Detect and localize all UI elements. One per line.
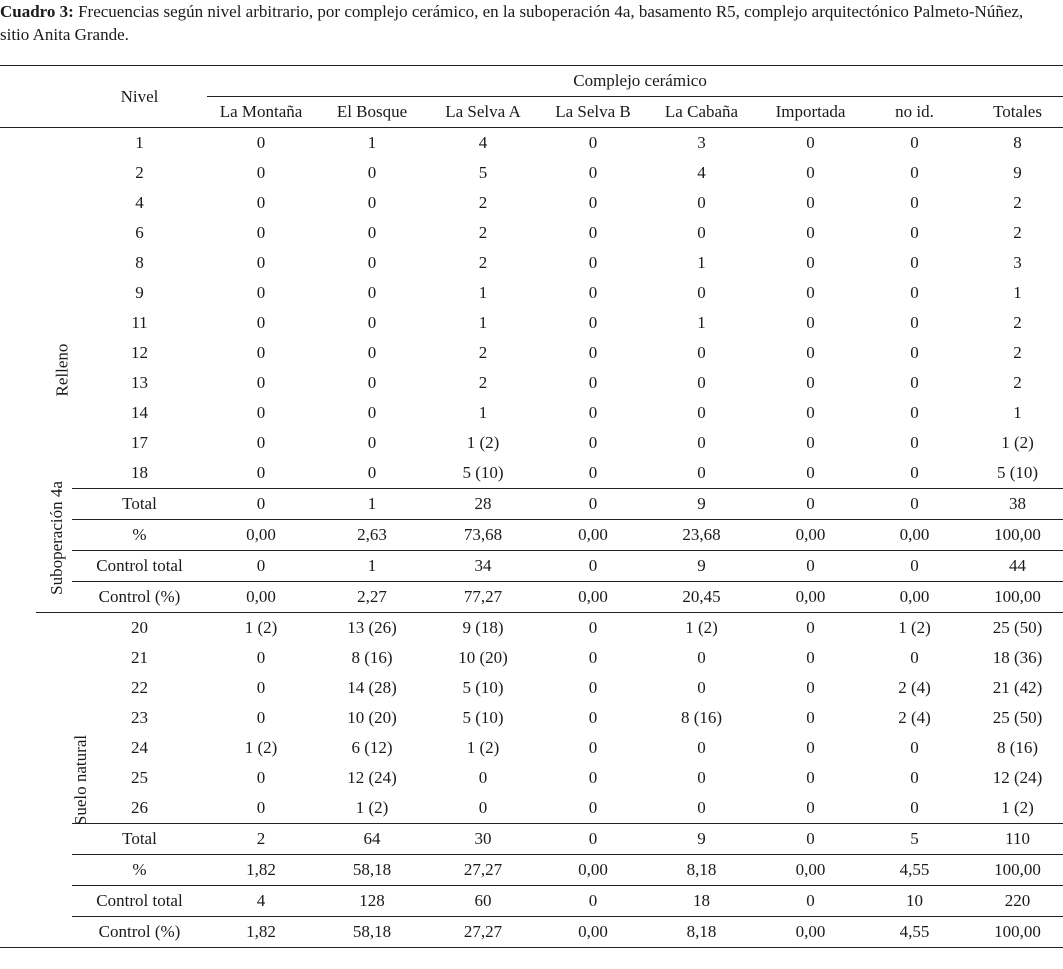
value-cell: 0 — [806, 253, 815, 272]
value-cell: 0 — [910, 798, 919, 817]
value-cell: 2 — [1013, 313, 1022, 332]
value-cell: 0 — [588, 798, 598, 817]
table-row — [0, 643, 1063, 673]
col-header: Totales — [962, 97, 1063, 128]
col-header: La Montaña — [207, 97, 315, 128]
summary-row — [0, 520, 1063, 551]
value-cell: 0 — [367, 283, 377, 302]
header-row-1 — [0, 66, 1063, 97]
value-cell: 8 (16) — [351, 648, 393, 667]
value-cell: 4 — [697, 163, 706, 182]
summary-row — [0, 824, 1063, 855]
nivel-cell: 23 — [131, 708, 148, 727]
value-cell: 8 (16) — [680, 708, 723, 727]
value-cell: 0 — [806, 798, 815, 817]
value-cell: 0 — [806, 313, 815, 332]
value-cell: 18 (36) — [992, 648, 1043, 667]
summary-row — [0, 917, 1063, 948]
value-cell: 0 — [697, 738, 706, 757]
value-cell: 0 — [367, 343, 377, 362]
value-cell: 0 — [367, 223, 377, 242]
value-cell: 20,45 — [649, 582, 754, 613]
value-cell: 0 — [256, 678, 266, 697]
nivel-cell: 14 — [131, 403, 148, 422]
summary-row — [0, 489, 1063, 520]
value-cell: 5 — [867, 824, 962, 855]
table-row — [0, 218, 1063, 248]
value-cell: 1 — [478, 403, 488, 422]
table-row — [0, 278, 1063, 308]
value-cell: 58,18 — [315, 917, 429, 948]
value-cell: 0 — [588, 193, 598, 212]
value-cell: 0 — [537, 489, 649, 520]
value-cell: 0 — [588, 768, 598, 787]
col-header: La Selva A — [429, 97, 537, 128]
value-cell: 1 (2) — [244, 738, 278, 757]
table-row — [0, 128, 1063, 159]
value-cell: 8 — [1013, 133, 1022, 152]
col-header: La Selva B — [537, 97, 649, 128]
value-cell: 0 — [478, 768, 488, 787]
value-cell: 1 — [478, 313, 488, 332]
value-cell: 0,00 — [867, 582, 962, 613]
value-cell: 6 (12) — [351, 738, 393, 757]
value-cell: 0 — [588, 708, 598, 727]
value-cell: 0 — [806, 223, 815, 242]
value-cell: 2 — [478, 373, 488, 392]
value-cell: 0,00 — [754, 582, 867, 613]
outer-label: Suboperación 4a — [46, 480, 66, 595]
nivel-cell: 18 — [131, 463, 148, 482]
value-cell: 0,00 — [754, 520, 867, 551]
value-cell: 2,63 — [315, 520, 429, 551]
value-cell: 0 — [910, 403, 919, 422]
value-cell: 5 (10) — [462, 463, 504, 482]
nivel-cell: Control (%) — [72, 917, 207, 948]
nivel-cell: 8 — [135, 253, 144, 272]
table-row — [0, 673, 1063, 703]
group-label-cell — [36, 613, 91, 948]
value-cell: 0 — [806, 403, 815, 422]
value-cell: 0 — [588, 253, 598, 272]
value-cell: 0 — [697, 798, 706, 817]
value-cell: 21 (42) — [992, 678, 1043, 697]
value-cell: 1 — [315, 551, 429, 582]
value-cell: 0 — [588, 163, 598, 182]
value-cell: 4 — [207, 886, 315, 917]
value-cell: 0 — [588, 133, 598, 152]
value-cell: 0 — [367, 193, 377, 212]
value-cell: 0 — [256, 373, 266, 392]
value-cell: 0 — [588, 313, 598, 332]
value-cell: 0 — [588, 678, 598, 697]
col-header: El Bosque — [315, 97, 429, 128]
nivel-cell: % — [72, 520, 207, 551]
caption-label: Cuadro 3: — [0, 2, 74, 21]
nivel-cell: 24 — [131, 738, 148, 757]
value-cell: 64 — [315, 824, 429, 855]
value-cell: 1 — [697, 313, 706, 332]
value-cell: 0 — [697, 463, 706, 482]
value-cell: 8,18 — [649, 917, 754, 948]
table-row — [0, 613, 1063, 644]
value-cell: 0 — [910, 463, 919, 482]
summary-row — [0, 886, 1063, 917]
table-row — [0, 763, 1063, 793]
value-cell: 5 (10) — [462, 678, 504, 697]
value-cell: 12 (24) — [347, 768, 397, 787]
value-cell: 13 (26) — [347, 618, 397, 637]
value-cell: 0 — [478, 798, 488, 817]
value-cell: 1 — [315, 489, 429, 520]
value-cell: 1 (2) — [685, 618, 718, 637]
value-cell: 0 — [806, 373, 815, 392]
value-cell: 5 (10) — [462, 708, 504, 727]
value-cell: 8 (16) — [997, 738, 1039, 757]
value-cell: 0 — [537, 824, 649, 855]
value-cell: 0 — [367, 463, 377, 482]
group-label: Suelo natural — [71, 734, 91, 826]
value-cell: 0 — [697, 768, 706, 787]
value-cell: 0 — [588, 463, 598, 482]
value-cell: 0 — [697, 193, 706, 212]
caption-text: Frecuencias según nivel arbitrario, por complejo cerámico, en la suboperación 4a, basamento R5, complejo arquitectónico Palmeto-Núñez, sitio Anita Grande. — [0, 2, 1024, 44]
value-cell: 0 — [910, 133, 919, 152]
value-cell: 0 — [910, 223, 919, 242]
value-cell: 4 — [478, 133, 488, 152]
value-cell: 10 (20) — [347, 708, 397, 727]
value-cell: 0 — [256, 768, 266, 787]
value-cell: 4,55 — [867, 917, 962, 948]
nivel-cell: 6 — [135, 223, 144, 242]
value-cell: 100,00 — [962, 855, 1063, 886]
value-cell: 0 — [806, 133, 815, 152]
frequency-table — [0, 65, 1063, 948]
value-cell: 0 — [256, 343, 266, 362]
nivel-cell: 22 — [131, 678, 148, 697]
value-cell: 2 (4) — [898, 708, 931, 727]
value-cell: 100,00 — [962, 582, 1063, 613]
value-cell: 0 — [806, 678, 815, 697]
value-cell: 0 — [588, 343, 598, 362]
value-cell: 58,18 — [315, 855, 429, 886]
value-cell: 0 — [910, 433, 919, 452]
value-cell: 0 — [867, 489, 962, 520]
table-row — [0, 793, 1063, 824]
nivel-cell: 17 — [131, 433, 148, 452]
nivel-cell: 12 — [131, 343, 148, 362]
value-cell: 2 — [478, 193, 488, 212]
nivel-cell: 2 — [135, 163, 144, 182]
nivel-cell: Control total — [72, 551, 207, 582]
value-cell: 0,00 — [867, 520, 962, 551]
value-cell: 0,00 — [537, 582, 649, 613]
table-row — [0, 248, 1063, 278]
value-cell: 1 (2) — [466, 738, 500, 757]
value-cell: 0 — [806, 768, 815, 787]
value-cell: 100,00 — [962, 520, 1063, 551]
value-cell: 0 — [697, 648, 706, 667]
value-cell: 44 — [962, 551, 1063, 582]
value-cell: 0 — [806, 433, 815, 452]
value-cell: 0 — [806, 193, 815, 212]
value-cell: 0 — [367, 313, 377, 332]
value-cell: 14 (28) — [347, 678, 397, 697]
value-cell: 25 (50) — [992, 618, 1043, 637]
value-cell: 2 — [478, 253, 488, 272]
value-cell: 110 — [962, 824, 1063, 855]
value-cell: 0 — [367, 253, 377, 272]
table-row — [0, 428, 1063, 458]
value-cell: 0 — [910, 768, 919, 787]
value-cell: 0 — [207, 489, 315, 520]
value-cell: 0 — [256, 193, 266, 212]
value-cell: 0 — [256, 708, 266, 727]
value-cell: 1 — [697, 253, 706, 272]
value-cell: 2 — [1013, 373, 1022, 392]
value-cell: 0 — [697, 678, 706, 697]
value-cell: 0 — [806, 463, 815, 482]
value-cell: 0 — [256, 313, 266, 332]
value-cell: 0 — [754, 489, 867, 520]
col-header: no id. — [867, 97, 962, 128]
table-row — [0, 703, 1063, 733]
value-cell: 0 — [697, 373, 706, 392]
value-cell: 0,00 — [207, 520, 315, 551]
value-cell: 9 — [1013, 163, 1022, 182]
value-cell: 1,82 — [207, 917, 315, 948]
table-row — [0, 188, 1063, 218]
value-cell: 1 — [478, 283, 488, 302]
value-cell: 0 — [754, 824, 867, 855]
table-row — [0, 308, 1063, 338]
value-cell: 0 — [367, 163, 377, 182]
col-header: Importada — [754, 97, 867, 128]
value-cell: 0 — [910, 738, 919, 757]
nivel-cell: 20 — [131, 618, 148, 637]
value-cell: 0 — [367, 433, 377, 452]
value-cell: 0,00 — [537, 855, 649, 886]
value-cell: 0 — [588, 648, 598, 667]
header-complejo: Complejo cerámico — [207, 66, 1063, 97]
value-cell: 9 (18) — [462, 618, 504, 637]
value-cell: 0,00 — [537, 917, 649, 948]
value-cell: 3 — [1013, 253, 1022, 272]
value-cell: 0 — [256, 463, 266, 482]
value-cell: 5 (10) — [997, 463, 1039, 482]
value-cell: 0 — [588, 738, 598, 757]
nivel-cell: 25 — [131, 768, 148, 787]
value-cell: 0 — [867, 551, 962, 582]
value-cell: 2 — [478, 223, 488, 242]
value-cell: 1,82 — [207, 855, 315, 886]
value-cell: 0 — [256, 433, 266, 452]
table-row — [0, 158, 1063, 188]
value-cell: 0 — [588, 373, 598, 392]
value-cell: 9 — [649, 489, 754, 520]
value-cell: 0 — [754, 886, 867, 917]
value-cell: 1 — [1013, 403, 1022, 422]
value-cell: 2 (4) — [898, 678, 931, 697]
table-row — [0, 458, 1063, 489]
value-cell: 0 — [806, 708, 815, 727]
value-cell: 2 — [478, 343, 488, 362]
nivel-cell: 4 — [135, 193, 144, 212]
value-cell: 0 — [256, 283, 266, 302]
table-row — [0, 733, 1063, 763]
value-cell: 60 — [429, 886, 537, 917]
value-cell: 73,68 — [429, 520, 537, 551]
header-nivel: Nivel — [72, 66, 207, 128]
value-cell: 0 — [806, 343, 815, 362]
value-cell: 0 — [367, 403, 377, 422]
nivel-cell: Total — [72, 489, 207, 520]
value-cell: 2 — [1013, 223, 1022, 242]
value-cell: 0 — [910, 373, 919, 392]
col-header: La Cabaña — [649, 97, 754, 128]
nivel-cell: 9 — [135, 283, 144, 302]
value-cell: 0 — [588, 403, 598, 422]
value-cell: 2 — [1013, 343, 1022, 362]
value-cell: 9 — [649, 824, 754, 855]
table-caption — [0, 0, 1050, 46]
value-cell: 1 (2) — [244, 618, 278, 637]
value-cell: 0 — [588, 223, 598, 242]
nivel-cell: 21 — [131, 648, 148, 667]
value-cell: 0 — [754, 551, 867, 582]
nivel-cell: 11 — [131, 313, 148, 332]
value-cell: 34 — [429, 551, 537, 582]
value-cell: 0,00 — [754, 855, 867, 886]
value-cell: 0 — [256, 403, 266, 422]
nivel-cell: Control (%) — [72, 582, 207, 613]
value-cell: 0 — [910, 253, 919, 272]
value-cell: 0 — [697, 433, 706, 452]
value-cell: 8,18 — [649, 855, 754, 886]
value-cell: 100,00 — [962, 917, 1063, 948]
nivel-cell: Total — [72, 824, 207, 855]
value-cell: 0 — [910, 343, 919, 362]
value-cell: 0 — [806, 648, 815, 667]
value-cell: 2 — [1013, 193, 1022, 212]
value-cell: 0 — [256, 798, 266, 817]
value-cell: 38 — [962, 489, 1063, 520]
value-cell: 0 — [588, 283, 598, 302]
value-cell: 27,27 — [429, 917, 537, 948]
summary-row — [0, 582, 1063, 613]
value-cell: 0 — [697, 343, 706, 362]
value-cell: 0 — [806, 163, 815, 182]
value-cell: 1 — [367, 133, 377, 152]
value-cell: 0,00 — [537, 520, 649, 551]
value-cell: 12 (24) — [992, 768, 1043, 787]
summary-row — [0, 551, 1063, 582]
value-cell: 0 — [367, 373, 377, 392]
value-cell: 0 — [537, 551, 649, 582]
value-cell: 1 (2) — [898, 618, 931, 637]
table-row — [0, 398, 1063, 428]
value-cell: 30 — [429, 824, 537, 855]
value-cell: 0 — [588, 433, 598, 452]
value-cell: 10 — [867, 886, 962, 917]
table-row — [0, 368, 1063, 398]
nivel-cell: Control total — [72, 886, 207, 917]
value-cell: 5 — [478, 163, 488, 182]
group-label: Relleno — [52, 343, 72, 397]
value-cell: 9 — [649, 551, 754, 582]
value-cell: 0 — [256, 223, 266, 242]
value-cell: 25 (50) — [992, 708, 1043, 727]
value-cell: 0 — [207, 551, 315, 582]
nivel-cell: 26 — [131, 798, 148, 817]
value-cell: 0 — [806, 738, 815, 757]
value-cell: 220 — [962, 886, 1063, 917]
value-cell: 0 — [537, 886, 649, 917]
value-cell: 1 (2) — [355, 798, 389, 817]
value-cell: 1 (2) — [1001, 798, 1034, 817]
value-cell: 0 — [910, 283, 919, 302]
value-cell: 1 (2) — [466, 433, 500, 452]
value-cell: 23,68 — [649, 520, 754, 551]
value-cell: 1 — [1013, 283, 1022, 302]
value-cell: 4,55 — [867, 855, 962, 886]
nivel-cell: % — [72, 855, 207, 886]
summary-row — [0, 855, 1063, 886]
value-cell: 0 — [256, 133, 266, 152]
value-cell: 0 — [697, 403, 706, 422]
value-cell: 0 — [910, 313, 919, 332]
value-cell: 2 — [207, 824, 315, 855]
value-cell: 2,27 — [315, 582, 429, 613]
value-cell: 0 — [910, 163, 919, 182]
value-cell: 0 — [588, 618, 598, 637]
nivel-cell: 13 — [131, 373, 148, 392]
value-cell: 0 — [256, 163, 266, 182]
value-cell: 128 — [315, 886, 429, 917]
value-cell: 27,27 — [429, 855, 537, 886]
nivel-cell: 1 — [135, 133, 144, 152]
value-cell: 10 (20) — [458, 648, 508, 667]
value-cell: 18 — [649, 886, 754, 917]
value-cell: 0 — [256, 648, 266, 667]
value-cell: 28 — [429, 489, 537, 520]
table-row — [0, 338, 1063, 368]
value-cell: 0 — [697, 283, 706, 302]
value-cell: 0 — [697, 223, 706, 242]
value-cell: 0 — [910, 193, 919, 212]
value-cell: 3 — [697, 133, 706, 152]
value-cell: 0,00 — [207, 582, 315, 613]
value-cell: 1 (2) — [1001, 433, 1034, 452]
value-cell: 0 — [256, 253, 266, 272]
value-cell: 0 — [806, 618, 815, 637]
value-cell: 0,00 — [754, 917, 867, 948]
value-cell: 0 — [806, 283, 815, 302]
table-body — [0, 128, 1063, 948]
value-cell: 0 — [910, 648, 919, 667]
value-cell: 77,27 — [429, 582, 537, 613]
